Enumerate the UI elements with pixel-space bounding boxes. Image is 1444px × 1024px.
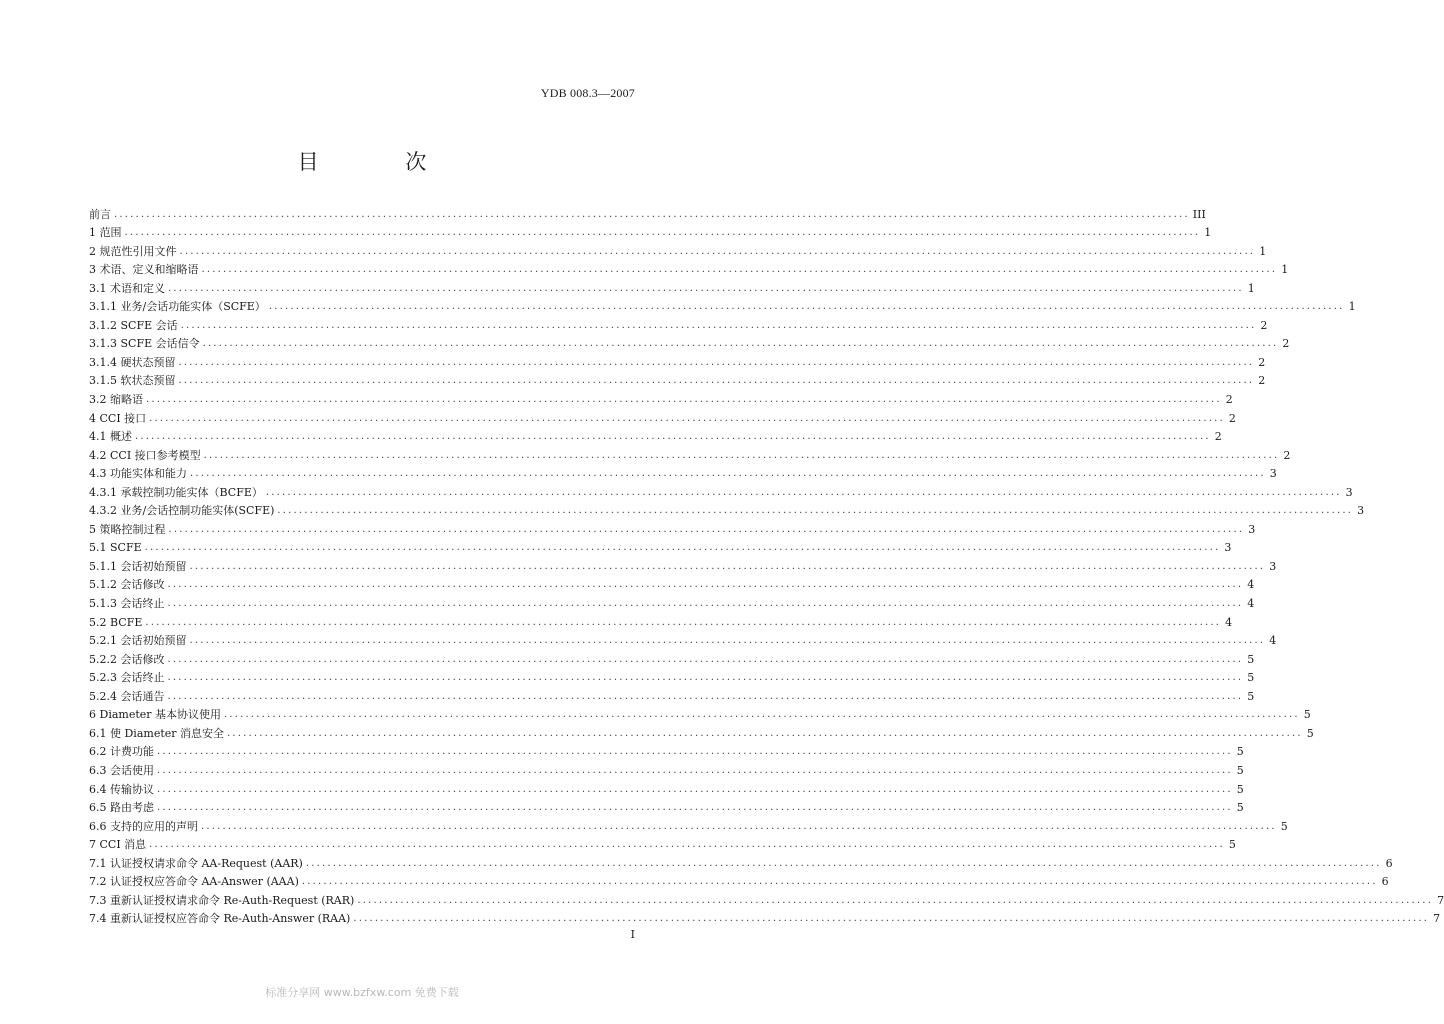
toc-entry-label: 7.3 重新认证授权请求命令 Re-Auth-Request (RAR) bbox=[89, 893, 355, 907]
toc-entry[interactable] bbox=[89, 667, 1255, 686]
toc-leader-dots: ........................................................................................................................................................................................................ bbox=[124, 227, 1201, 239]
toc-leader-dots: ........................................................................................................................................................................................................ bbox=[305, 857, 1382, 869]
toc-entry-label: 4.3.1 承载控制功能实体（BCFE） bbox=[89, 485, 263, 499]
toc-entry[interactable] bbox=[89, 203, 1206, 222]
toc-entry-page: 6 bbox=[1381, 875, 1389, 889]
toc-entry-page: 7 bbox=[1437, 893, 1444, 907]
toc-entry-page: 5 bbox=[1236, 745, 1244, 759]
toc-entry-page: 5 bbox=[1228, 838, 1236, 852]
toc-entry-label: 3.1.3 SCFE 会话信令 bbox=[89, 337, 200, 351]
toc-leader-dots: ........................................................................................................................................................................................................ bbox=[157, 783, 1233, 795]
toc-entry[interactable] bbox=[89, 685, 1255, 704]
toc-entry-page: 4 bbox=[1247, 597, 1255, 611]
toc-entry-label: 3.1.1 业务/会话功能实体（SCFE） bbox=[89, 300, 266, 314]
toc-entry[interactable] bbox=[89, 852, 1393, 871]
toc-entry[interactable] bbox=[89, 333, 1290, 352]
toc-entry-label: 3.1 术语和定义 bbox=[89, 281, 165, 295]
toc-leader-dots: ........................................................................................................................................................................................................ bbox=[301, 876, 1378, 888]
toc-entry-label: 7 CCI 消息 bbox=[89, 838, 147, 852]
toc-leader-dots: ........................................................................................................................................................................................................ bbox=[167, 690, 1244, 702]
toc-entry-label: 7.1 认证授权请求命令 AA-Request (AAR) bbox=[89, 856, 303, 870]
toc-entry-label: 3 术语、定义和缩略语 bbox=[89, 263, 199, 277]
toc-entry[interactable] bbox=[89, 759, 1244, 778]
toc-entry[interactable] bbox=[89, 537, 1232, 556]
toc-leader-dots: ........................................................................................................................................................................................................ bbox=[202, 338, 1279, 350]
toc-leader-dots: ........................................................................................................................................................................................................ bbox=[201, 264, 1278, 276]
toc-leader-dots: ........................................................................................................................................................................................................ bbox=[157, 802, 1233, 814]
toc-entry-label: 6.5 路由考虑 bbox=[89, 801, 154, 815]
toc-entry-label: 4.2 CCI 接口参考模型 bbox=[89, 448, 201, 462]
toc-leader-dots: ........................................................................................................................................................................................................ bbox=[357, 894, 1434, 906]
toc-leader-dots: ........................................................................................................................................................................................................ bbox=[189, 560, 1266, 572]
toc-leader-dots: ........................................................................................................................................................................................................ bbox=[168, 523, 1245, 535]
toc-leader-dots: ........................................................................................................................................................................................................ bbox=[227, 727, 1303, 739]
toc-entry-page: 5 bbox=[1236, 782, 1244, 796]
toc-entry-label: 6.3 会话使用 bbox=[89, 763, 154, 777]
toc-leader-dots: ........................................................................................................................................................................................................ bbox=[189, 635, 1266, 647]
toc-entry-page: 3 bbox=[1248, 522, 1256, 536]
toc-entry[interactable] bbox=[89, 574, 1255, 593]
toc-entry[interactable] bbox=[89, 426, 1222, 445]
toc-entry-label: 7.2 认证授权应答命令 AA-Answer (AAA) bbox=[89, 875, 299, 889]
toc-entry-page: 1 bbox=[1348, 300, 1356, 314]
toc-entry[interactable] bbox=[89, 277, 1255, 296]
toc-leader-dots: ........................................................................................................................................................................................................ bbox=[201, 820, 1277, 832]
toc-entry-page: 7 bbox=[1433, 912, 1441, 926]
toc-entry[interactable] bbox=[89, 481, 1353, 500]
toc-leader-dots: ........................................................................................................................................................................................................ bbox=[149, 839, 1225, 851]
toc-entry-label: 4 CCI 接口 bbox=[89, 411, 147, 425]
toc-entry[interactable] bbox=[89, 889, 1444, 908]
toc-entry-page: 1 bbox=[1204, 226, 1212, 240]
toc-entry-label: 6.1 使 Diameter 消息安全 bbox=[89, 726, 225, 740]
toc-entry-label: 2 规范性引用文件 bbox=[89, 244, 177, 258]
toc-leader-dots: ........................................................................................................................................................................................................ bbox=[135, 431, 1211, 443]
toc-entry-page: 1 bbox=[1247, 281, 1255, 295]
toc-entry[interactable] bbox=[89, 370, 1266, 389]
toc-leader-dots: ........................................................................................................................................................................................................ bbox=[178, 356, 1255, 368]
toc-entry-page: 2 bbox=[1258, 374, 1266, 388]
toc-entry-label: 5.1.1 会话初始预留 bbox=[89, 559, 187, 573]
toc-entry[interactable] bbox=[89, 463, 1277, 482]
toc-entry-label: 1 范围 bbox=[89, 226, 122, 240]
toc-leader-dots: ........................................................................................................................................................................................................ bbox=[168, 282, 1244, 294]
toc-leader-dots: ........................................................................................................................................................................................................ bbox=[157, 746, 1233, 758]
toc-entry[interactable] bbox=[89, 240, 1267, 259]
toc-leader-dots: ........................................................................................................................................................................................................ bbox=[179, 245, 1256, 257]
toc-leader-dots: ........................................................................................................................................................................................................ bbox=[149, 412, 1225, 424]
toc-entry[interactable] bbox=[89, 648, 1255, 667]
toc-leader-dots: ........................................................................................................................................................................................................ bbox=[224, 709, 1300, 721]
toc-entry[interactable] bbox=[89, 259, 1289, 278]
toc-entry-page: 5 bbox=[1247, 689, 1255, 703]
toc-entry[interactable] bbox=[89, 611, 1233, 630]
toc-leader-dots: ........................................................................................................................................................................................................ bbox=[180, 319, 1257, 331]
toc-entry-label: 6.2 计费功能 bbox=[89, 745, 154, 759]
toc-leader-dots: ........................................................................................................................................................................................................ bbox=[190, 468, 1266, 480]
toc-entry[interactable] bbox=[89, 314, 1268, 333]
toc-leader-dots: ........................................................................................................................................................................................................ bbox=[265, 486, 1342, 498]
toc-leader-dots: ........................................................................................................................................................................................................ bbox=[145, 616, 1222, 628]
toc-entry[interactable] bbox=[89, 722, 1314, 741]
toc-entry[interactable] bbox=[89, 741, 1244, 760]
toc-entry-page: 5 bbox=[1247, 652, 1255, 666]
toc-leader-dots: ........................................................................................................................................................................................................ bbox=[277, 505, 1354, 517]
toc-entry-page: 3 bbox=[1269, 559, 1277, 573]
toc-entry-page: 5 bbox=[1306, 726, 1314, 740]
toc-entry-label: 前言 bbox=[89, 207, 111, 221]
toc-entry[interactable] bbox=[89, 815, 1288, 834]
toc-entry[interactable] bbox=[89, 500, 1365, 519]
toc-entry[interactable] bbox=[89, 407, 1236, 426]
toc-entry-page: 2 bbox=[1228, 411, 1236, 425]
toc-entry-label: 3.1.5 软状态预留 bbox=[89, 374, 176, 388]
toc-entry-label: 3.1.2 SCFE 会话 bbox=[89, 318, 178, 332]
toc-entry-label: 6.6 支持的应用的声明 bbox=[89, 819, 198, 833]
toc-entry-label: 4.3.2 业务/会话控制功能实体(SCFE) bbox=[89, 504, 275, 518]
toc-entry[interactable] bbox=[89, 704, 1311, 723]
toc-entry-page: 1 bbox=[1259, 244, 1267, 258]
toc-entry-page: 5 bbox=[1236, 801, 1244, 815]
table-of-contents bbox=[89, 203, 1444, 926]
toc-entry[interactable] bbox=[89, 388, 1233, 407]
toc-entry-page: 4 bbox=[1269, 634, 1277, 648]
toc-entry[interactable] bbox=[89, 518, 1256, 537]
toc-entry-label: 4.1 概述 bbox=[89, 430, 132, 444]
toc-entry-page: 5 bbox=[1247, 671, 1255, 685]
toc-leader-dots: ........................................................................................................................................................................................................ bbox=[157, 764, 1233, 776]
toc-leader-dots: ........................................................................................................................................................................................................ bbox=[268, 301, 1345, 313]
toc-entry[interactable] bbox=[89, 778, 1244, 797]
document-code: YDB 008.3—2007 bbox=[540, 86, 635, 100]
toc-entry-page: 3 bbox=[1345, 485, 1353, 499]
toc-entry-page: 2 bbox=[1282, 337, 1290, 351]
toc-entry-label: 5.2.3 会话终止 bbox=[89, 671, 165, 685]
toc-entry-page: 2 bbox=[1214, 430, 1222, 444]
toc-entry-label: 6 Diameter 基本协议使用 bbox=[89, 708, 222, 722]
toc-entry[interactable] bbox=[89, 834, 1236, 853]
watermark-text: 标准分享网 www.bzfxw.com 免费下载 bbox=[265, 986, 459, 999]
toc-entry-page: 3 bbox=[1357, 504, 1365, 518]
toc-leader-dots: ........................................................................................................................................................................................................ bbox=[167, 579, 1244, 591]
toc-leader-dots: ........................................................................................................................................................................................................ bbox=[353, 913, 1430, 925]
toc-entry[interactable] bbox=[89, 908, 1441, 927]
toc-entry-page: 4 bbox=[1247, 578, 1255, 592]
toc-entry[interactable] bbox=[89, 592, 1255, 611]
toc-entry-label: 3.2 缩略语 bbox=[89, 393, 143, 407]
toc-entry[interactable] bbox=[89, 630, 1277, 649]
toc-leader-dots: ........................................................................................................................................................................................................ bbox=[167, 653, 1244, 665]
toc-entry[interactable] bbox=[89, 555, 1277, 574]
toc-entry-page: 2 bbox=[1258, 355, 1266, 369]
toc-entry-page: III bbox=[1192, 207, 1206, 221]
toc-entry-page: 2 bbox=[1225, 393, 1233, 407]
toc-entry-label: 5.1.2 会话修改 bbox=[89, 578, 165, 592]
toc-entry-label: 5.2.1 会话初始预留 bbox=[89, 634, 187, 648]
toc-entry-label: 7.4 重新认证授权应答命令 Re-Auth-Answer (RAA) bbox=[89, 912, 351, 926]
toc-entry-label: 3.1.4 硬状态预留 bbox=[89, 355, 176, 369]
toc-entry-page: 2 bbox=[1283, 448, 1291, 462]
toc-entry-page: 3 bbox=[1224, 541, 1232, 555]
toc-entry-label: 5.1 SCFE bbox=[89, 541, 142, 555]
toc-leader-dots: ........................................................................................................................................................................................................ bbox=[146, 394, 1222, 406]
toc-entry-page: 4 bbox=[1225, 615, 1233, 629]
toc-entry[interactable] bbox=[89, 351, 1266, 370]
toc-entry-label: 4.3 功能实体和能力 bbox=[89, 467, 187, 481]
toc-entry[interactable] bbox=[89, 797, 1244, 816]
toc-entry-page: 6 bbox=[1385, 856, 1393, 870]
toc-leader-dots: ........................................................................................................................................................................................................ bbox=[167, 672, 1244, 684]
toc-entry-page: 1 bbox=[1281, 263, 1289, 277]
toc-entry-page: 5 bbox=[1303, 708, 1311, 722]
toc-entry[interactable] bbox=[89, 222, 1212, 241]
toc-entry-label: 6.4 传输协议 bbox=[89, 782, 154, 796]
page-number: I bbox=[630, 928, 635, 941]
toc-entry-label: 5.2 BCFE bbox=[89, 615, 143, 629]
toc-entry[interactable] bbox=[89, 444, 1291, 463]
toc-entry-label: 5.2.4 会话通告 bbox=[89, 689, 165, 703]
toc-entry[interactable] bbox=[89, 871, 1389, 890]
toc-entry-page: 5 bbox=[1280, 819, 1288, 833]
toc-leader-dots: ........................................................................................................................................................................................................ bbox=[144, 542, 1221, 554]
toc-leader-dots: ........................................................................................................................................................................................................ bbox=[178, 375, 1255, 387]
toc-entry-label: 5.1.3 会话终止 bbox=[89, 597, 165, 611]
toc-leader-dots: ........................................................................................................................................................................................................ bbox=[203, 449, 1280, 461]
toc-entry-page: 3 bbox=[1269, 467, 1277, 481]
toc-entry-label: 5.2.2 会话修改 bbox=[89, 652, 165, 666]
toc-entry-label: 5 策略控制过程 bbox=[89, 522, 166, 536]
toc-entry-page: 2 bbox=[1260, 318, 1268, 332]
toc-entry[interactable] bbox=[89, 296, 1356, 315]
toc-entry-page: 5 bbox=[1236, 763, 1244, 777]
toc-title: 目 次 bbox=[297, 150, 467, 174]
toc-leader-dots: ........................................................................................................................................................................................................ bbox=[114, 208, 1190, 220]
toc-leader-dots: ........................................................................................................................................................................................................ bbox=[167, 598, 1244, 610]
